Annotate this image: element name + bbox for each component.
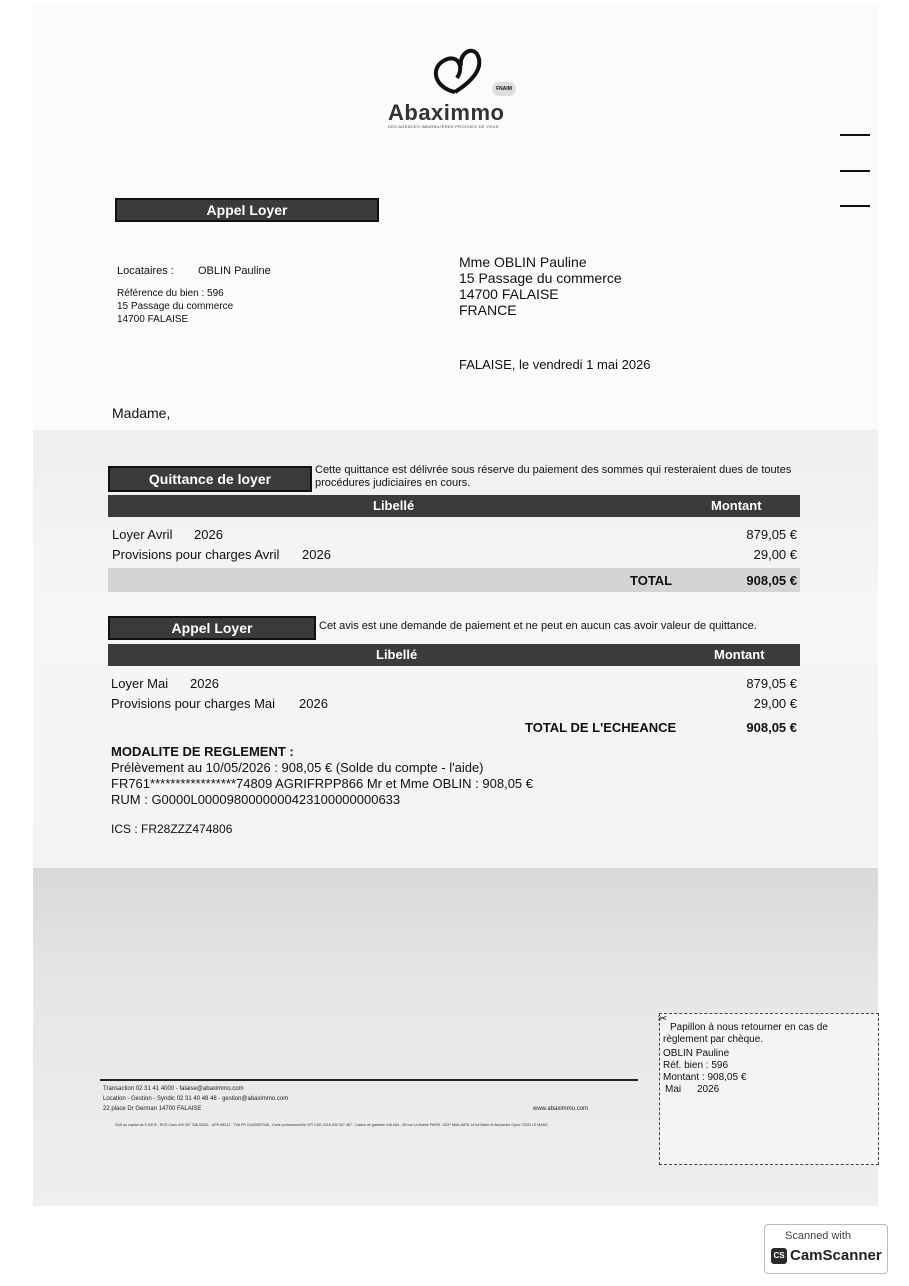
appel-title: Appel Loyer: [171, 620, 253, 636]
stub-instruction-1: Papillon à nous retourner en cas de: [670, 1022, 828, 1033]
recipient-country: FRANCE: [459, 302, 517, 318]
stub-month: Mai: [665, 1084, 682, 1095]
recipient-street: 15 Passage du commerce: [459, 270, 622, 286]
montant-column-header: Montant: [714, 647, 765, 662]
document-title-bar: [115, 198, 379, 222]
appel-row-label: Provisions pour charges Mai: [111, 696, 276, 711]
quittance-title: Quittance de loyer: [148, 471, 272, 487]
appel-title-bar: [108, 616, 316, 640]
camscanner-brand: CamScanner: [790, 1247, 882, 1264]
camscanner-icon-text: CS: [773, 1251, 785, 1260]
libelle-column-header: Libellé: [376, 647, 418, 662]
company-logo: [380, 48, 530, 133]
appel-table-header: [108, 644, 800, 666]
quittance-note: Cette quittance est délivrée sous réserve du paiement des sommes qui resteraient dues de toutes procédures judiciaires en cours.: [315, 464, 792, 489]
quittance-row-label: Provisions pour charges Avril: [112, 547, 280, 562]
footer-legal-mentions: SAS au capital de 5 000 € - RCS Caen 429 397 348 00021 - APE 6831Z - TVA FR 24429397348 - Carte professionnelle CPI 1401 2016 000 007 467 - Caisse de garantie GALIAN - 89 rue La Boétie PARIS - BCP MAA-IARD 14 bd Marie et Alexandre Oyon 72030 LE MANS: [115, 1123, 548, 1127]
appel-total-amount: 908,05 €: [746, 720, 797, 735]
appel-total-label: TOTAL DE L'ECHEANCE: [525, 720, 677, 735]
camscanner-watermark: [764, 1224, 888, 1274]
appel-row-year: 2026: [299, 696, 328, 711]
stub-reference: Réf. bien : 596: [663, 1060, 729, 1071]
appel-row-label: Loyer Mai: [111, 676, 169, 691]
quittance-row-year: 2026: [194, 527, 223, 542]
footer-website: www.abaximmo.com: [533, 1106, 589, 1112]
camscanner-icon: [771, 1248, 787, 1264]
butterfly-logo-icon: [415, 48, 495, 96]
payment-direct-debit-line: Prélèvement au 10/05/2026 : 908,05 € (Solde du compte - l'aide): [111, 760, 484, 775]
quittance-title-bar: [108, 466, 312, 492]
property-reference: Référence du bien : 596: [117, 288, 224, 299]
montant-column-header: Montant: [711, 498, 762, 513]
quittance-row-amount: 879,05 €: [746, 527, 797, 542]
logo-tagline: DES AGENCES IMMOBILIÈRES PROCHES DE VOUS: [388, 124, 499, 129]
salutation: Madame,: [112, 405, 171, 421]
fold-mark: [840, 205, 870, 207]
property-address-street: 15 Passage du commerce: [117, 301, 234, 312]
stub-name: OBLIN Pauline: [663, 1048, 730, 1059]
date-line: FALAISE, le vendredi 1 mai 2026: [459, 357, 651, 372]
tenant-name: OBLIN Pauline: [198, 265, 271, 277]
quittance-total-row: [108, 568, 800, 592]
fnaim-badge: [492, 82, 516, 96]
footer-location: Location - Gestion - Syndic 02 31 40 48 48 - gestion@abaximmo.com: [103, 1096, 289, 1102]
quittance-total-label: TOTAL: [630, 573, 673, 588]
appel-row-year: 2026: [190, 676, 219, 691]
footer-address: 22 place Dr German 14700 FALAISE: [103, 1106, 202, 1112]
payment-iban-line: FR761*****************74809 AGRIFRPP866 Mr et Mme OBLIN : 908,05 €: [111, 776, 533, 791]
quittance-row-amount: 29,00 €: [753, 547, 797, 562]
fold-mark: [840, 134, 870, 136]
quittance-row-year: 2026: [302, 547, 331, 562]
appel-row-amount: 879,05 €: [746, 676, 797, 691]
stub-amount: Montant : 908,05 €: [663, 1072, 747, 1083]
payment-ics-line: ICS : FR28ZZZ474806: [111, 822, 233, 836]
document-title: Appel Loyer: [206, 202, 288, 218]
quittance-table-header: [108, 495, 800, 517]
recipient-name: Mme OBLIN Pauline: [459, 254, 587, 270]
tenant-label: Locataires :: [117, 265, 174, 277]
footer-divider: [100, 1079, 638, 1081]
appel-row-amount: 29,00 €: [753, 696, 797, 711]
scanned-with-text: Scanned with: [785, 1230, 852, 1242]
payment-method-title: MODALITE DE REGLEMENT :: [111, 744, 294, 759]
quittance-row-label: Loyer Avril: [112, 527, 173, 542]
property-address-city: 14700 FALAISE: [117, 314, 189, 325]
fold-mark: [840, 170, 870, 172]
stub-instruction-2: règlement par chèque.: [663, 1034, 764, 1045]
payment-rum-line: RUM : G0000L0000980000000423100000000633: [111, 792, 401, 807]
appel-note: Cet avis est une demande de paiement et ne peut en aucun cas avoir valeur de quittance.: [319, 620, 757, 632]
quittance-total-amount: 908,05 €: [746, 573, 797, 588]
footer-transaction: Transaction 02 31 41 4000 - falaise@abaximmo.com: [103, 1086, 244, 1092]
fnaim-text: FNAIM: [496, 86, 512, 92]
recipient-city: 14700 FALAISE: [459, 286, 559, 302]
logo-wordmark: Abaximmo: [388, 100, 505, 125]
scissors-icon: ✂: [658, 1013, 668, 1025]
libelle-column-header: Libellé: [373, 498, 415, 513]
stub-year: 2026: [697, 1084, 720, 1095]
cheque-return-stub: [659, 1013, 879, 1165]
